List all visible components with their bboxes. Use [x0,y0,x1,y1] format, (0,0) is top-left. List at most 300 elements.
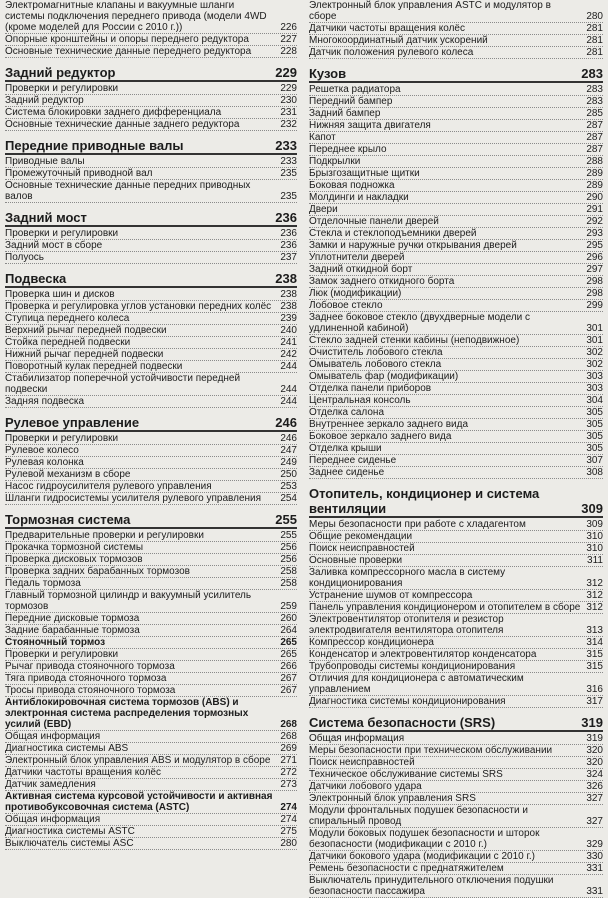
toc-page-number: 302 [586,359,603,370]
toc-entry-title: Переднее сиденье [309,455,397,466]
toc-page-number: 229 [275,65,297,80]
toc-page-number: 233 [280,156,297,167]
toc-entry-title: Проверки и регулировки [5,649,119,660]
toc-entry-title: Подкрылки [309,156,361,167]
toc-page-number: 242 [280,349,297,360]
toc-page-number: 233 [275,138,297,153]
toc-entry-title: Стойка передней подвески [5,337,131,348]
toc-entry-title: Система блокировки заднего дифференциала [5,107,222,118]
toc-entry [309,252,603,264]
toc-entry-title: Прокачка тормозной системы [5,542,144,553]
toc-page-number: 314 [586,637,603,648]
toc-entry-title: Решетка радиатора [309,84,401,95]
toc-entry-title: Поиск неисправностей [309,543,415,554]
toc-entry-title: Омыватель лобового стекла [309,359,442,370]
toc-entry-title: Модули боковых подушек безопасности и шторок безопасности (модификации с 2010 г.) [309,828,540,850]
toc-entry [309,240,603,252]
toc-entry-title: Общие рекомендации [309,531,413,542]
toc-page-number: 308 [586,467,603,478]
toc-entry [5,349,297,361]
toc-page-number: 268 [280,731,297,742]
toc-entry [5,779,297,791]
toc-right-column [309,0,603,898]
toc-entry-title: Проверки и регулировки [5,433,119,444]
toc-entry [5,649,297,661]
toc-entry-title: Задний редуктор [5,65,116,80]
toc-entry-title: Система безопасности (SRS) [309,715,496,730]
toc-entry [309,204,603,216]
toc-entry [5,767,297,779]
toc-entry [5,119,297,131]
toc-page-number: 272 [280,767,297,778]
toc-entry [309,602,603,614]
toc-page-number: 256 [280,542,297,553]
toc-page-number: 329 [586,839,603,850]
toc-entry [309,23,603,35]
toc-entry-title: Подвеска [5,271,67,286]
toc-entry-title: Капот [309,132,336,143]
toc-entry [5,493,297,505]
toc-entry [309,590,603,602]
toc-entry [5,46,297,58]
toc-entry-title: Задний мост [5,210,87,225]
toc-entry-title: Полуось [5,252,45,263]
toc-page-number: 311 [587,555,603,566]
toc-page-number: 326 [586,781,603,792]
toc-page-number: 244 [280,396,297,407]
toc-page-number: 274 [280,814,297,825]
toc-entry-title: Проверки и регулировки [5,228,119,239]
toc-entry [309,180,603,192]
toc-entry [309,745,603,757]
toc-entry [309,156,603,168]
toc-entry-title: Ступица переднего колеса [5,313,130,324]
toc-entry-title: Тормозная система [5,512,131,527]
toc-page-number: 238 [280,301,297,312]
toc-entry [309,300,603,312]
toc-entry [5,325,297,337]
toc-page-number: 320 [586,745,603,756]
toc-entry [309,567,603,590]
toc-entry [5,228,297,240]
toc-page-number: 231 [280,107,297,118]
toc-entry [5,252,297,264]
toc-page-number: 285 [586,108,603,119]
toc-entry [5,826,297,838]
toc-page-number: 269 [280,743,297,754]
toc-entry-title: Датчик положения рулевого колеса [309,47,474,58]
toc-page-number: 327 [586,816,603,827]
toc-entry-title: Модули фронтальных подушек безопасности и спиральный провод [309,805,528,827]
toc-entry [5,566,297,578]
toc-entry-title: Панель управления кондиционером и отопителем в сборе [309,602,581,613]
toc-page-number: 228 [280,46,297,57]
toc-page-number: 268 [280,719,297,730]
toc-entry-title: Проверки и регулировки [5,83,119,94]
toc-page-number: 319 [581,715,603,730]
toc-entry [5,755,297,767]
toc-entry-title: Общая информация [309,733,405,744]
toc-entry-title: Проверка задних барабанных тормозов [5,566,190,577]
toc-entry [309,769,603,781]
toc-entry-title: Заднее сиденье [309,467,385,478]
toc-page-number: 250 [280,469,297,480]
toc-entry-title: Верхний рычаг передней подвески [5,325,167,336]
toc-section-heading [5,210,297,227]
toc-page-number: 241 [280,337,297,348]
toc-page-number: 283 [586,84,603,95]
toc-subsection-heading [5,791,297,814]
toc-entry [5,530,297,542]
toc-entry-title: Промежуточный приводной вал [5,168,153,179]
toc-entry [309,84,603,96]
toc-entry [309,851,603,863]
toc-page-number: 273 [280,779,297,790]
toc-entry-title: Датчик замедления [5,779,96,790]
toc-page-number: 320 [586,757,603,768]
toc-page-number: 265 [280,649,297,660]
toc-entry-title: Антиблокировочная система тормозов (ABS) и электронная система распределения тормозных усилий (EBD) [5,697,249,730]
toc-entry-title: Стояночный тормоз [5,637,106,648]
toc-page-number: 287 [586,144,603,155]
toc-entry [5,661,297,673]
toc-entry-title: Активная система курсовой устойчивости и активная противобуксовочная система (ASTC) [5,791,273,813]
toc-entry [5,542,297,554]
toc-entry [309,649,603,661]
toc-page-number: 232 [280,119,297,130]
toc-page-number: 237 [280,252,297,263]
toc-entry-title: Техническое обслуживание системы SRS [309,769,503,780]
toc-page-number: 288 [586,156,603,167]
toc-page-number: 312 [586,578,603,589]
toc-entry [5,156,297,168]
toc-entry-title: Уплотнители дверей [309,252,405,263]
toc-page-number: 293 [586,228,603,239]
toc-page-number: 319 [586,733,603,744]
toc-entry-title: Передние дисковые тормоза [5,613,140,624]
toc-page-number: 249 [280,457,297,468]
toc-entry-title: Задний мост в сборе [5,240,103,251]
toc-page-number: 330 [586,851,603,862]
toc-entry [309,347,603,359]
toc-subsection-heading [5,697,297,731]
toc-page-number: 310 [586,531,603,542]
toc-entry-title: Диагностика системы кондиционирования [309,696,506,707]
toc-page-number: 313 [586,625,603,636]
toc-entry [309,395,603,407]
toc-entry [5,337,297,349]
toc-entry-title: Люк (модификации) [309,288,402,299]
toc-entry [309,828,603,851]
toc-page-number: 315 [586,649,603,660]
toc-page-number: 292 [586,216,603,227]
toc-page-number: 265 [280,637,297,648]
toc-entry-title: Основные технические данные заднего редуктора [5,119,240,130]
toc-entry [309,144,603,156]
toc-entry [309,264,603,276]
toc-page-number: 283 [581,66,603,81]
toc-entry-title: Центральная консоль [309,395,411,406]
toc-entry [5,469,297,481]
toc-page-number: 301 [586,335,603,346]
toc-entry-title: Проверка шин и дисков [5,289,115,300]
toc-entry [5,95,297,107]
toc-page-number: 240 [280,325,297,336]
toc-entry [309,419,603,431]
toc-page-number: 274 [280,802,297,813]
toc-entry [309,383,603,395]
toc-entry-title: Диагностика системы ASTC [5,826,135,837]
toc-page-number: 246 [275,415,297,430]
toc-entry [309,863,603,875]
toc-section-heading [5,415,297,432]
toc-entry-title: Отделка салона [309,407,385,418]
toc-entry [5,0,297,34]
toc-page-number: 280 [586,11,603,22]
toc-page-number: 267 [280,685,297,696]
toc-entry-title: Компрессор кондиционера [309,637,434,648]
toc-page-number: 244 [280,384,297,395]
toc-entry [5,301,297,313]
toc-section-heading [309,715,603,732]
toc-entry [309,276,603,288]
toc-entry-title: Меры безопасности при техническом обслуживании [309,745,553,756]
toc-page-number: 305 [586,431,603,442]
toc-page-number: 312 [586,590,603,601]
toc-entry-title: Рулевой механизм в сборе [5,469,131,480]
toc-page-number: 315 [586,661,603,672]
toc-entry [309,733,603,745]
toc-entry-title: Электромагнитные клапаны и вакуумные шланги системы подключения переднего привода (модели 4WD (кроме моделей для России с 2010 г.)) [5,0,267,33]
toc-entry [309,132,603,144]
toc-section-heading [309,486,603,518]
toc-entry [309,614,603,637]
toc-entry [309,781,603,793]
toc-page-number: 296 [586,252,603,263]
toc-entry-title: Отделка панели приборов [309,383,432,394]
toc-entry [5,743,297,755]
toc-entry [309,312,603,335]
toc-entry-title: Основные технические данные переднего редуктора [5,46,252,57]
toc-page-number: 236 [280,240,297,251]
toc-entry-title: Проверка и регулировка углов установки передних колёс [5,301,272,312]
toc-entry-title: Заливка компрессорного масла в систему кондиционирования [309,567,506,589]
toc-entry-title: Нижний рычаг передней подвески [5,349,164,360]
toc-page-number: 291 [586,204,603,215]
toc-entry [309,673,603,696]
toc-entry-title: Главный тормозной цилиндр и вакуумный усилитель тормозов [5,590,252,612]
toc-entry-title: Трубопроводы системы кондиционирования [309,661,516,672]
toc-page-number: 298 [586,276,603,287]
toc-section-heading [5,271,297,288]
toc-entry-title: Задний откидной борт [309,264,413,275]
toc-entry [5,445,297,457]
toc-entry [309,443,603,455]
toc-page-number: 316 [586,684,603,695]
toc-page-number: 327 [586,793,603,804]
toc-page-number: 227 [280,34,297,45]
toc-entry [309,555,603,567]
toc-entry-title: Передние приводные валы [5,138,184,153]
toc-entry-title: Рулевая колонка [5,457,84,468]
toc-entry [5,590,297,613]
toc-page-number: 297 [586,264,603,275]
toc-page-number: 295 [586,240,603,251]
toc-entry [309,96,603,108]
toc-page-number: 281 [586,23,603,34]
toc-page-number: 303 [586,383,603,394]
toc-section-heading [5,65,297,82]
toc-page-number: 287 [586,120,603,131]
toc-entry [309,637,603,649]
toc-entry-title: Выключатель принудительного отключения подушки безопасности пассажира [309,875,554,897]
toc-page-number: 238 [275,271,297,286]
toc-entry-title: Шланги гидросистемы усилителя рулевого управления [5,493,262,504]
toc-entry [309,696,603,708]
toc-page-number: 230 [280,95,297,106]
toc-page-number: 331 [586,863,603,874]
toc-page-number: 238 [280,289,297,300]
toc-page-number: 305 [586,443,603,454]
toc-page-number: 283 [586,96,603,107]
toc-left-column [5,0,297,850]
toc-entry-title: Боковая подножка [309,180,395,191]
toc-entry-title: Проверка дисковых тормозов [5,554,143,565]
toc-page-number: 324 [586,769,603,780]
toc-entry [5,373,297,396]
toc-entry-title: Насос гидроусилителя рулевого управления [5,481,212,492]
toc-entry-title: Электронный блок управления SRS [309,793,476,804]
toc-entry [309,359,603,371]
toc-page-number: 281 [586,47,603,58]
toc-entry-title: Предварительные проверки и регулировки [5,530,204,541]
toc-entry-title: Меры безопасности при работе с хладагентом [309,519,526,530]
toc-entry-title: Двери [309,204,338,215]
toc-entry [5,625,297,637]
toc-entry [309,335,603,347]
toc-entry [309,519,603,531]
toc-entry [309,875,603,898]
toc-page-number: 305 [586,407,603,418]
toc-entry-title: Выключатель системы ASC [5,838,134,849]
toc-page-number: 226 [280,22,297,33]
toc-page-number: 303 [586,371,603,382]
toc-page-number: 259 [280,601,297,612]
toc-entry-title: Задняя подвеска [5,396,85,407]
toc-page-number: 254 [280,493,297,504]
toc-page-number: 253 [280,481,297,492]
toc-entry [309,467,603,479]
toc-entry [309,0,603,23]
toc-section-heading [5,138,297,155]
toc-entry-title: Задний редуктор [5,95,84,106]
toc-entry-title: Рулевое управление [5,415,140,430]
toc-page-number: 229 [280,83,297,94]
toc-page-number: 246 [280,433,297,444]
toc-entry-title: Передний бампер [309,96,393,107]
toc-page-number: 304 [586,395,603,406]
toc-page-number: 267 [280,673,297,684]
toc-entry-title: Основные технические данные передних приводных валов [5,180,251,202]
toc-entry-title: Замок заднего откидного борта [309,276,455,287]
toc-entry-title: Стабилизатор поперечной устойчивости передней подвески [5,373,241,395]
toc-entry [5,240,297,252]
toc-entry-title: Диагностика системы ABS [5,743,129,754]
toc-entry [309,192,603,204]
toc-entry-title: Тяга привода стояночного тормоза [5,673,167,684]
toc-entry-title: Электронный блок управления ABS и модулятор в сборе [5,755,271,766]
toc-entry [309,455,603,467]
toc-entry-title: Устранение шумов от компрессора [309,590,473,601]
toc-entry-title: Поиск неисправностей [309,757,415,768]
toc-entry-title: Общая информация [5,814,101,825]
toc-page-number: 331 [586,886,603,897]
toc-page-number: 275 [280,826,297,837]
toc-entry-title: Электронный блок управления ASTC и модулятор в сборе [309,0,551,22]
toc-entry-title: Опорные кронштейны и опоры переднего редуктора [5,34,249,45]
toc-entry-title: Задние барабанные тормоза [5,625,140,636]
toc-page-number: 312 [586,602,603,613]
toc-page-number: 310 [586,543,603,554]
toc-entry-title: Кузов [309,66,347,81]
toc-entry [309,120,603,132]
toc-entry [309,47,603,59]
toc-entry [309,661,603,673]
toc-page-number: 280 [280,838,297,849]
toc-entry [309,371,603,383]
toc-page-number: 309 [586,519,603,530]
toc-page-number: 258 [280,566,297,577]
toc-entry-title: Отделка крыши [309,443,382,454]
toc-entry [5,457,297,469]
toc-page-number: 307 [586,455,603,466]
toc-page-number: 247 [280,445,297,456]
toc-entry [5,814,297,826]
toc-entry [5,34,297,46]
toc-page-number: 305 [586,419,603,430]
toc-entry [5,838,297,850]
toc-entry [5,685,297,697]
toc-page-number: 301 [586,323,603,334]
toc-entry-title: Внутреннее зеркало заднего вида [309,419,469,430]
toc-page-number: 290 [586,192,603,203]
toc-page-number: 235 [280,168,297,179]
toc-entry [5,433,297,445]
toc-page-number: 235 [280,191,297,202]
toc-entry [309,216,603,228]
toc-entry-title: Основные проверки [309,555,403,566]
toc-entry-title: Боковое зеркало заднего вида [309,431,452,442]
toc-entry [5,578,297,590]
toc-entry [309,108,603,120]
toc-page-number: 255 [280,530,297,541]
toc-entry-title: Омыватель фар (модификации) [309,371,459,382]
toc-page-number: 258 [280,578,297,589]
toc-entry-title: Отличия для кондиционера с автоматическим управлением [309,673,524,695]
toc-section-heading [5,512,297,529]
toc-page-number: 266 [280,661,297,672]
toc-page-number: 264 [280,625,297,636]
toc-entry-title: Электровентилятор отопителя и резистор электродвигателя вентилятора отопителя [309,614,504,636]
toc-entry [309,288,603,300]
toc-entry-title: Отопитель, кондиционер и система вентиляции [309,486,540,516]
toc-page-number: 260 [280,613,297,624]
toc-entry [5,731,297,743]
toc-entry-title: Замки и наружные ручки открывания дверей [309,240,517,251]
toc-section-heading [309,66,603,83]
toc-entry [5,613,297,625]
toc-entry [5,168,297,180]
